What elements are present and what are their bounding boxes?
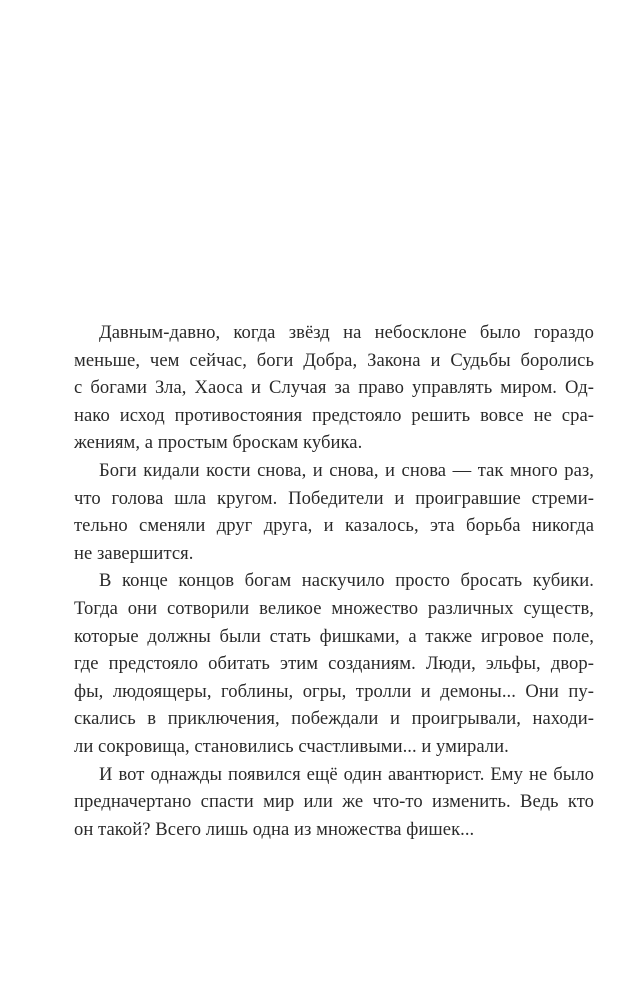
text-line: Боги кидали кости снова, и снова, и снова — так много раз,: [99, 459, 594, 481]
paragraph-2: [74, 457, 594, 567]
paragraph-4: [74, 761, 594, 844]
text-line: И вот однажды появился ещё один авантюрист. Ему не было: [99, 763, 594, 785]
prologue-text: [74, 319, 594, 843]
text-line: Тогда они сотворили великое множество различных существ,: [74, 597, 594, 619]
text-line: нако исход противостояния предстояло решить вовсе не сра-: [74, 404, 594, 426]
text-line: скались в приключения, побеждали и проигрывали, находи-: [74, 708, 594, 730]
text-line: где предстояло обитать этим созданиям. Люди, эльфы, двор-: [74, 653, 594, 675]
text-line: Давным-давно, когда звёзд на небосклоне было гораздо: [99, 322, 594, 343]
text-line: ли сокровища, становились счастливыми... и умирали.: [74, 735, 509, 757]
text-line: что голова шла кругом. Победители и проигравшие стреми-: [74, 487, 594, 509]
text-line: меньше, чем сейчас, боги Добра, Закона и Судьбы боролись: [74, 349, 594, 371]
text-line: тельно сменяли друг друга, и казалось, эта борьба никогда: [74, 515, 594, 537]
text-line: В конце концов богам наскучило просто бросать кубики.: [99, 570, 594, 592]
text-line: жениям, а простым броскам кубика.: [74, 432, 363, 454]
text-line: предначертано спасти мир или же что-то изменить. Ведь кто: [74, 791, 594, 813]
paragraph-3: [74, 567, 594, 760]
text-line: которые должны были стать фишками, а также игровое поле,: [74, 625, 594, 647]
text-line: он такой? Всего лишь одна из множества фишек...: [74, 818, 475, 840]
text-line: фы, людоящеры, гоблины, огры, тролли и демоны... Они пу-: [74, 680, 594, 702]
text-line: не завершится.: [74, 542, 194, 564]
text-line: с богами Зла, Хаоса и Случая за право управлять миром. Од-: [74, 377, 594, 399]
paragraph-1: [74, 319, 594, 457]
